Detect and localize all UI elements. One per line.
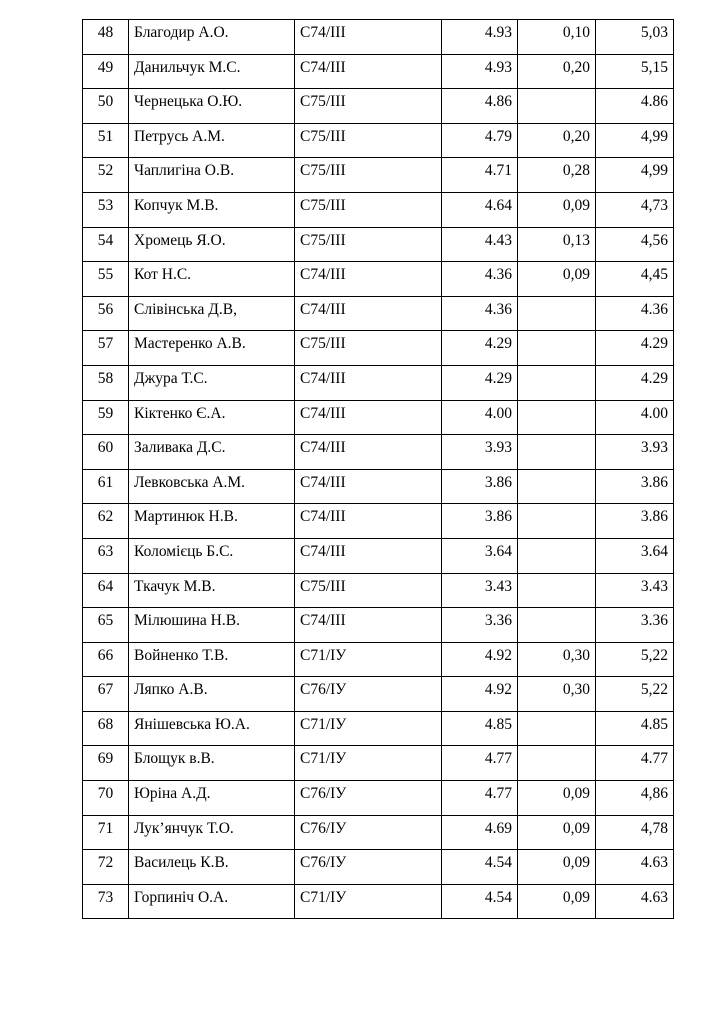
group-code: С74/ІІІ <box>295 400 442 435</box>
table-row <box>83 192 674 227</box>
total-score: 3.86 <box>596 504 674 539</box>
group-code: С74/ІІІ <box>295 608 442 643</box>
average-score: 3.93 <box>442 435 518 470</box>
bonus-points <box>518 296 596 331</box>
student-name: Слівінська Д.В, <box>129 296 295 331</box>
average-score: 4.64 <box>442 192 518 227</box>
group-code: С71/ІУ <box>295 711 442 746</box>
table-row <box>83 227 674 262</box>
table-row <box>83 54 674 89</box>
bonus-points: 0,20 <box>518 123 596 158</box>
total-score: 4,99 <box>596 158 674 193</box>
table-row <box>83 331 674 366</box>
table-row <box>83 642 674 677</box>
average-score: 4.77 <box>442 781 518 816</box>
table-row <box>83 123 674 158</box>
bonus-points: 0,28 <box>518 158 596 193</box>
row-number: 57 <box>83 331 129 366</box>
student-name: Ткачук М.В. <box>129 573 295 608</box>
average-score: 4.36 <box>442 296 518 331</box>
total-score: 5,03 <box>596 20 674 55</box>
total-score: 4,86 <box>596 781 674 816</box>
average-score: 4.85 <box>442 711 518 746</box>
table-row <box>83 365 674 400</box>
group-code: С76/ІУ <box>295 781 442 816</box>
total-score: 3.64 <box>596 538 674 573</box>
total-score: 3.86 <box>596 469 674 504</box>
average-score: 4.43 <box>442 227 518 262</box>
total-score: 4.85 <box>596 711 674 746</box>
rating-table-body <box>83 20 674 919</box>
average-score: 4.93 <box>442 20 518 55</box>
table-row <box>83 781 674 816</box>
bonus-points <box>518 89 596 124</box>
row-number: 63 <box>83 538 129 573</box>
average-score: 4.71 <box>442 158 518 193</box>
student-name: Хромець Я.О. <box>129 227 295 262</box>
average-score: 4.86 <box>442 89 518 124</box>
group-code: С74/ІІІ <box>295 504 442 539</box>
bonus-points: 0,09 <box>518 781 596 816</box>
group-code: С74/ІІІ <box>295 469 442 504</box>
row-number: 58 <box>83 365 129 400</box>
student-name: Коломієць Б.С. <box>129 538 295 573</box>
row-number: 59 <box>83 400 129 435</box>
row-number: 62 <box>83 504 129 539</box>
group-code: С75/ІІІ <box>295 573 442 608</box>
table-row <box>83 746 674 781</box>
group-code: С71/ІУ <box>295 642 442 677</box>
bonus-points: 0,30 <box>518 677 596 712</box>
average-score: 4.92 <box>442 677 518 712</box>
row-number: 69 <box>83 746 129 781</box>
group-code: С75/ІІІ <box>295 227 442 262</box>
row-number: 51 <box>83 123 129 158</box>
table-row <box>83 158 674 193</box>
row-number: 66 <box>83 642 129 677</box>
student-name: Благодир А.О. <box>129 20 295 55</box>
bonus-points <box>518 435 596 470</box>
student-name: Юріна А.Д. <box>129 781 295 816</box>
average-score: 4.92 <box>442 642 518 677</box>
student-name: Кот Н.С. <box>129 262 295 297</box>
total-score: 4.29 <box>596 331 674 366</box>
student-name: Кіктенко Є.А. <box>129 400 295 435</box>
group-code: С74/ІІІ <box>295 20 442 55</box>
total-score: 5,15 <box>596 54 674 89</box>
total-score: 4.36 <box>596 296 674 331</box>
row-number: 55 <box>83 262 129 297</box>
student-name: Блощук в.В. <box>129 746 295 781</box>
student-name: Василець К.В. <box>129 850 295 885</box>
student-name: Войненко Т.В. <box>129 642 295 677</box>
bonus-points <box>518 504 596 539</box>
student-name: Мілюшина Н.В. <box>129 608 295 643</box>
average-score: 3.36 <box>442 608 518 643</box>
table-row <box>83 504 674 539</box>
group-code: С76/ІУ <box>295 815 442 850</box>
group-code: С71/ІУ <box>295 884 442 919</box>
row-number: 73 <box>83 884 129 919</box>
table-row <box>83 815 674 850</box>
bonus-points: 0,09 <box>518 884 596 919</box>
student-name: Горпиніч О.А. <box>129 884 295 919</box>
average-score: 3.86 <box>442 469 518 504</box>
bonus-points: 0,09 <box>518 262 596 297</box>
student-name: Янішевська Ю.А. <box>129 711 295 746</box>
student-name: Заливака Д.С. <box>129 435 295 470</box>
row-number: 52 <box>83 158 129 193</box>
table-row <box>83 677 674 712</box>
total-score: 3.93 <box>596 435 674 470</box>
table-row <box>83 538 674 573</box>
group-code: С74/ІІІ <box>295 365 442 400</box>
bonus-points: 0,09 <box>518 850 596 885</box>
group-code: С74/ІІІ <box>295 296 442 331</box>
student-name: Лук’янчук Т.О. <box>129 815 295 850</box>
bonus-points: 0,09 <box>518 815 596 850</box>
average-score: 4.79 <box>442 123 518 158</box>
student-name: Мастеренко А.В. <box>129 331 295 366</box>
table-row <box>83 296 674 331</box>
student-name: Данильчук М.С. <box>129 54 295 89</box>
total-score: 4,45 <box>596 262 674 297</box>
table-row <box>83 435 674 470</box>
group-code: С75/ІІІ <box>295 123 442 158</box>
row-number: 67 <box>83 677 129 712</box>
bonus-points <box>518 608 596 643</box>
total-score: 4,78 <box>596 815 674 850</box>
average-score: 3.64 <box>442 538 518 573</box>
table-row <box>83 711 674 746</box>
student-name: Чернецька О.Ю. <box>129 89 295 124</box>
bonus-points <box>518 573 596 608</box>
student-name: Ляпко А.В. <box>129 677 295 712</box>
total-score: 4,99 <box>596 123 674 158</box>
row-number: 72 <box>83 850 129 885</box>
average-score: 4.93 <box>442 54 518 89</box>
row-number: 49 <box>83 54 129 89</box>
bonus-points <box>518 746 596 781</box>
group-code: С75/ІІІ <box>295 331 442 366</box>
total-score: 3.36 <box>596 608 674 643</box>
student-name: Левковська А.М. <box>129 469 295 504</box>
total-score: 4,73 <box>596 192 674 227</box>
row-number: 68 <box>83 711 129 746</box>
student-name: Петрусь А.М. <box>129 123 295 158</box>
student-name: Мартинюк Н.В. <box>129 504 295 539</box>
bonus-points: 0,10 <box>518 20 596 55</box>
total-score: 4.77 <box>596 746 674 781</box>
row-number: 50 <box>83 89 129 124</box>
total-score: 4,56 <box>596 227 674 262</box>
row-number: 61 <box>83 469 129 504</box>
row-number: 71 <box>83 815 129 850</box>
table-row <box>83 608 674 643</box>
average-score: 3.43 <box>442 573 518 608</box>
group-code: С74/ІІІ <box>295 54 442 89</box>
total-score: 4.86 <box>596 89 674 124</box>
average-score: 4.69 <box>442 815 518 850</box>
group-code: С75/ІІІ <box>295 158 442 193</box>
total-score: 5,22 <box>596 677 674 712</box>
table-row <box>83 850 674 885</box>
row-number: 60 <box>83 435 129 470</box>
bonus-points: 0,20 <box>518 54 596 89</box>
row-number: 48 <box>83 20 129 55</box>
row-number: 56 <box>83 296 129 331</box>
group-code: С74/ІІІ <box>295 262 442 297</box>
average-score: 4.36 <box>442 262 518 297</box>
row-number: 64 <box>83 573 129 608</box>
total-score: 4.29 <box>596 365 674 400</box>
group-code: С76/ІУ <box>295 850 442 885</box>
bonus-points: 0,09 <box>518 192 596 227</box>
group-code: С74/ІІІ <box>295 435 442 470</box>
group-code: С76/ІУ <box>295 677 442 712</box>
row-number: 54 <box>83 227 129 262</box>
student-name: Копчук М.В. <box>129 192 295 227</box>
table-row <box>83 573 674 608</box>
bonus-points <box>518 711 596 746</box>
table-row <box>83 884 674 919</box>
student-name: Джура Т.С. <box>129 365 295 400</box>
bonus-points <box>518 469 596 504</box>
rating-table <box>82 19 674 919</box>
average-score: 3.86 <box>442 504 518 539</box>
group-code: С74/ІІІ <box>295 538 442 573</box>
total-score: 4.00 <box>596 400 674 435</box>
bonus-points <box>518 331 596 366</box>
table-row <box>83 20 674 55</box>
student-name: Чаплигіна О.В. <box>129 158 295 193</box>
group-code: С71/ІУ <box>295 746 442 781</box>
average-score: 4.77 <box>442 746 518 781</box>
bonus-points <box>518 538 596 573</box>
table-row <box>83 400 674 435</box>
group-code: С75/ІІІ <box>295 89 442 124</box>
total-score: 5,22 <box>596 642 674 677</box>
bonus-points <box>518 365 596 400</box>
bonus-points <box>518 400 596 435</box>
table-row <box>83 469 674 504</box>
average-score: 4.54 <box>442 850 518 885</box>
total-score: 3.43 <box>596 573 674 608</box>
average-score: 4.00 <box>442 400 518 435</box>
row-number: 65 <box>83 608 129 643</box>
row-number: 53 <box>83 192 129 227</box>
bonus-points: 0,30 <box>518 642 596 677</box>
table-row <box>83 262 674 297</box>
group-code: С75/ІІІ <box>295 192 442 227</box>
bonus-points: 0,13 <box>518 227 596 262</box>
average-score: 4.29 <box>442 331 518 366</box>
average-score: 4.54 <box>442 884 518 919</box>
total-score: 4.63 <box>596 884 674 919</box>
average-score: 4.29 <box>442 365 518 400</box>
total-score: 4.63 <box>596 850 674 885</box>
table-row <box>83 89 674 124</box>
row-number: 70 <box>83 781 129 816</box>
